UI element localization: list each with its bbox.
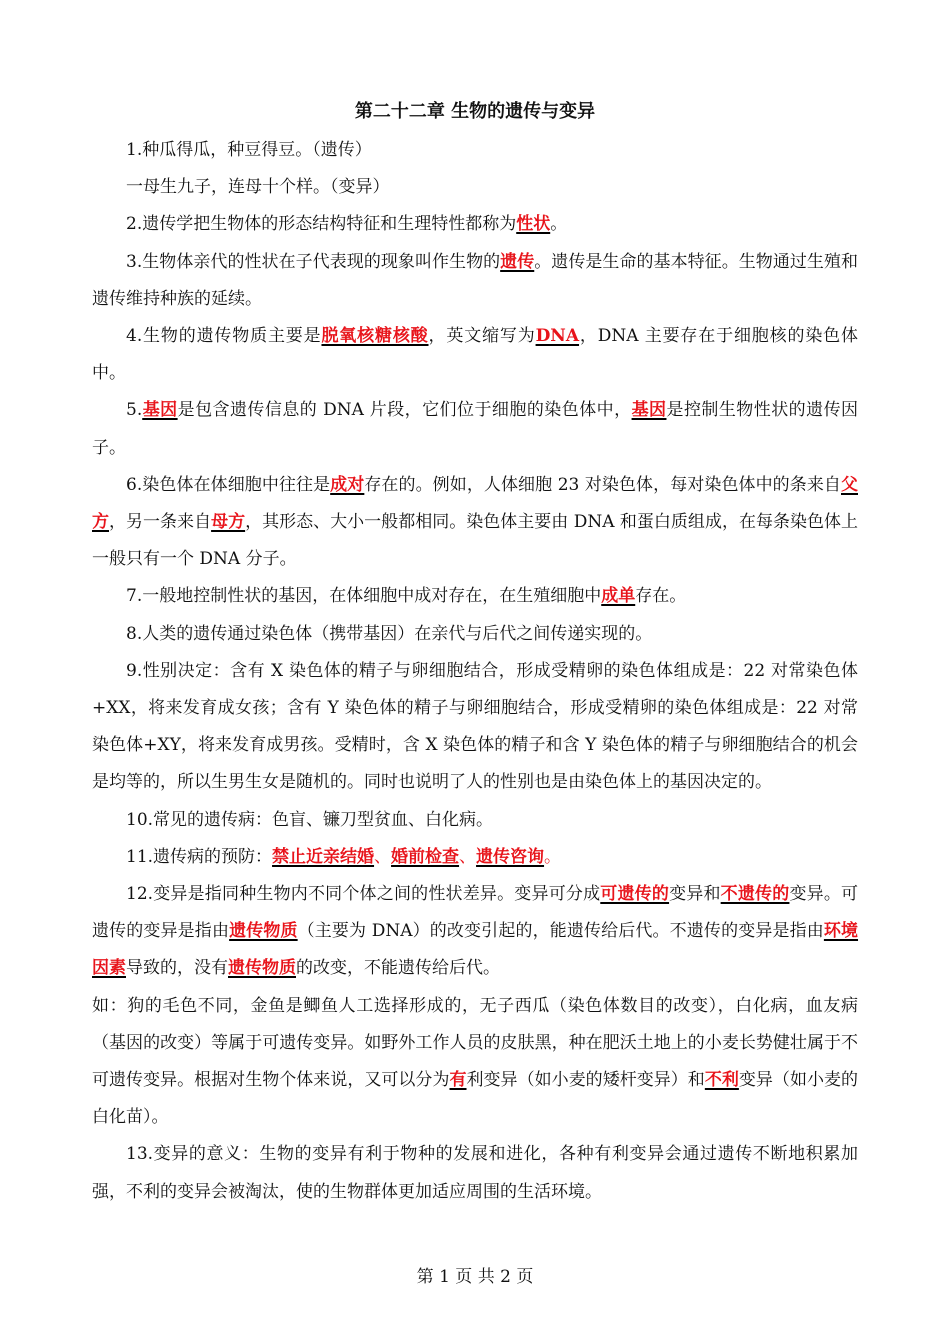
paragraph-text: 5. bbox=[126, 400, 143, 421]
keyword-highlight: 性状 bbox=[516, 214, 551, 235]
paragraph-text: 如：狗的毛色不同，金鱼是鲫鱼人工选择形成的，无子西瓜（染色体数目的改变），白化病，血友病（基因的改变）等属于可遗传变异。如野外工作人员的皮肤黑，种在肥沃土地上的小麦长势健壮属于不可遗传变异。根据对生物个体来说，又可以分为 bbox=[92, 995, 858, 1091]
paragraph-text: 变异（如小麦的白化苗）。 bbox=[92, 1070, 859, 1128]
paragraph-text: ，其形态、大小一般都相同。染色体主要由 DNA 和蛋白质组成，在每条染色体上一般只有一个 DNA 分子。 bbox=[92, 512, 859, 570]
paragraph bbox=[92, 653, 858, 802]
paragraph-text: 12.变异是指同种生物内不同个体之间的性状差异。变异可分成 bbox=[126, 884, 601, 905]
paragraph bbox=[92, 876, 858, 988]
keyword-highlight: 脱氧核糖核酸 bbox=[321, 326, 429, 347]
keyword-highlight: 不利 bbox=[704, 1070, 739, 1091]
paragraph bbox=[92, 318, 858, 392]
paragraph-text: 一母生九子，连母十个样。（变异） bbox=[126, 177, 390, 198]
keyword-highlight: 可遗传的 bbox=[600, 884, 670, 905]
paragraph bbox=[92, 206, 858, 243]
paragraph-text: 的改变，不能遗传给后代。 bbox=[296, 958, 500, 979]
keyword-highlight: 不遗传的 bbox=[720, 884, 790, 905]
paragraph-text: 3.生物体亲代的性状在子代表现的现象叫作生物的 bbox=[126, 251, 501, 272]
paragraph-text: 。 bbox=[550, 214, 568, 235]
paragraph-text: 导致的，没有 bbox=[126, 958, 228, 979]
paragraph-text: 6.染色体在体细胞中往往是 bbox=[126, 474, 331, 495]
paragraph-text: 存在。 bbox=[635, 586, 687, 607]
paragraph-text: 11.遗传病的预防： bbox=[126, 846, 273, 867]
paragraph-text: 9.性别决定：含有 X 染色体的精子与卵细胞结合，形成受精卵的染色体组成是：22 对常染色体+XX，将来发育成女孩；含有 Y 染色体的精子与卵细胞结合，形成受精卵的染色体组成是：22 对常染色体+XY，将来发育成男孩。受精时，含 X 染色体的精子和含 Y 染色体的精子与卵细胞结合的机会是均等的，所以生男生女是随机的。同时也说明了人的性别也是由染色体上的基因决定的。 bbox=[92, 660, 858, 793]
keyword-highlight: 母方 bbox=[211, 512, 246, 533]
keyword-highlight: DNA bbox=[535, 326, 580, 347]
paragraph bbox=[92, 616, 858, 653]
keyword-highlight: 遗传 bbox=[500, 251, 535, 272]
paragraph-text: 存在的。例如，人体细胞 23 对染色体，每对染色体中的条来自 bbox=[364, 474, 841, 495]
keyword-highlight: 遗传物质 bbox=[228, 958, 296, 979]
keyword-highlight: 基因 bbox=[142, 400, 178, 421]
page-footer: 第 1 页 共 2 页 bbox=[416, 1267, 534, 1287]
keyword-highlight: 成对 bbox=[330, 474, 365, 495]
keyword-highlight: 父方 bbox=[92, 474, 858, 533]
paragraph-text: 、 bbox=[374, 846, 392, 867]
document-body bbox=[92, 132, 858, 1211]
paragraph-text: 是包含遗传信息的 DNA 片段，它们位于细胞的染色体中， bbox=[177, 400, 632, 421]
document-page bbox=[92, 96, 858, 1211]
paragraph-text: 4.生物的遗传物质主要是 bbox=[126, 326, 322, 347]
paragraph-text: 、 bbox=[459, 846, 477, 867]
paragraph-text: 1.种瓜得瓜，种豆得豆。（遗传） bbox=[126, 140, 372, 160]
paragraph bbox=[92, 988, 858, 1137]
paragraph-text: 。 bbox=[544, 846, 562, 867]
paragraph bbox=[92, 132, 858, 169]
paragraph bbox=[92, 839, 858, 876]
paragraph bbox=[92, 802, 858, 839]
keyword-highlight: 成单 bbox=[601, 586, 636, 607]
keyword-highlight: 基因 bbox=[631, 400, 667, 421]
paragraph-text: ，英文缩写为 bbox=[428, 326, 536, 347]
paragraph-text: 10.常见的遗传病：色盲、镰刀型贫血、白化病。 bbox=[126, 809, 494, 830]
paragraph-text: 。遗传是生命的基本特征。生物通过生殖和遗传维持种族的延续。 bbox=[92, 251, 859, 309]
keyword-highlight: 婚前检查 bbox=[391, 846, 460, 867]
chapter-title: 第二十二章 生物的遗传与变异 bbox=[354, 101, 596, 122]
paragraph bbox=[92, 467, 858, 579]
paragraph-text: 变异和 bbox=[669, 884, 721, 905]
paragraph-text: 变异。可遗传的变异是指由 bbox=[92, 884, 859, 942]
paragraph-text: 利变异（如小麦的矮杆变异）和 bbox=[466, 1070, 705, 1091]
paragraph-text: 8.人类的遗传通过染色体（携带基因）在亲代与后代之间传递实现的。 bbox=[126, 623, 653, 644]
paragraph bbox=[92, 169, 858, 206]
keyword-highlight: 遗传物质 bbox=[229, 921, 298, 942]
paragraph bbox=[92, 1136, 858, 1210]
paragraph bbox=[92, 578, 858, 615]
paragraph-text: ，DNA 主要存在于细胞核的染色体中。 bbox=[92, 326, 858, 384]
paragraph-text: ，另一条来自 bbox=[109, 512, 212, 533]
paragraph-text: 13.变异的意义：生物的变异有利于物种的发展和进化，各种有利变异会通过遗传不断地积累加强，不利的变异会被淘汰，使的生物群体更加适应周围的生活环境。 bbox=[92, 1144, 858, 1202]
paragraph bbox=[92, 244, 858, 318]
paragraph-text: 2.遗传学把生物体的形态结构特征和生理特性都称为 bbox=[126, 214, 517, 235]
keyword-highlight: 遗传咨询 bbox=[476, 846, 545, 867]
paragraph-text: 7.一般地控制性状的基因，在体细胞中成对存在，在生殖细胞中 bbox=[126, 586, 602, 607]
keyword-highlight: 禁止近亲结婚 bbox=[272, 846, 375, 867]
paragraph bbox=[92, 392, 858, 466]
paragraph-text: （主要为 DNA）的改变引起的，能遗传给后代。不遗传的变异是指由 bbox=[297, 921, 824, 942]
keyword-highlight: 有 bbox=[449, 1070, 467, 1091]
paragraph-text: 是控制生物性状的遗传因子。 bbox=[92, 400, 859, 458]
keyword-highlight: 环境因素 bbox=[92, 921, 859, 979]
